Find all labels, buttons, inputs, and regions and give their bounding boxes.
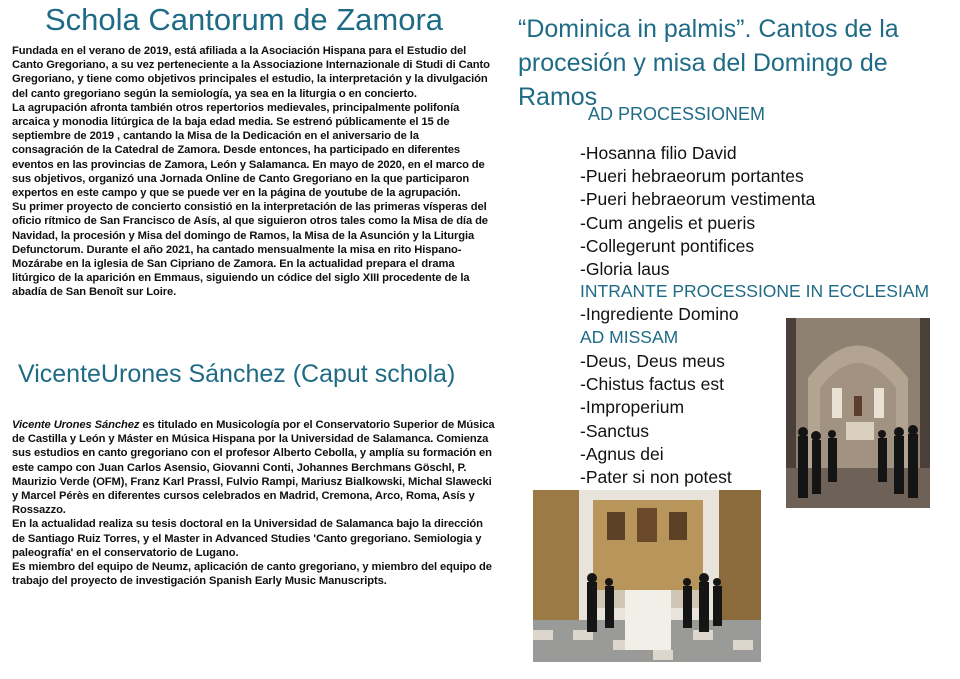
bio-paragraph-3: Es miembro del equipo de Neumz, aplicación de canto gregoriano, y miembro del equipo de trabajo del proyecto de investigación Spanish Early Music Manuscripts. [12, 561, 492, 588]
director-heading: VicenteUrones Sánchez (Caput schola) [18, 360, 456, 388]
program-item: -Sanctus [580, 420, 650, 441]
description-paragraph-3: Su primer proyecto de concierto consistió en la interpretación de las primeras vísperas del oficio rítmico de San Francisco de Asís, al que siguieron otros tales como la Misa de día de Navidad, la procesión y Misa del domingo de Ramos, la Misa de la Asunción y la Liturgia Defunctorum. Durante el año 2021, ha cantado mensualmente la misa en rito Hispano-Mozárabe en la iglesia de San Cipriano de Zamora. En la actualidad prepara el drama litúrgico de la aparición en Emmaus, siguiendo un códice del siglo XIII procedente de la abadía de San Benoît sur Loire. [12, 201, 488, 299]
section-intrante: INTRANTE PROCESSIONE IN ECCLESIAM [580, 281, 930, 301]
program-item: -Chistus factus est [580, 374, 724, 395]
choir-altar-photo [533, 490, 761, 662]
group-description [12, 44, 492, 300]
program-item: -Ingrediente Domino [580, 304, 739, 324]
program-item: -Collegerunt pontifices [580, 235, 755, 256]
bio-paragraph-1-text: es titulado en Musicología por el Conservatorio Superior de Música de Castilla y León y Máster en Música Hispana por la Universidad de Salamanca. Comienza sus estudios en canto gregoriano con el profesor Alberto Cebolla, y amplía su formación en este campo con Juan Carlos Asensio, Giovanni Conti, Johannes Berchmans Göschl, P. Maurizio Verde (OFM), Franz Karl Prassl, Fulvio Rampi, Mariusz Bialkowski, Michal Slawecki y Marcel Pérès en diferentes cursos celebrados en Madrid, Cremona, Arco, Roma, Asís y Rossazzo. [12, 419, 495, 517]
program-item: -Cum angelis et pueris [580, 212, 756, 233]
program-item: -Gloria laus [580, 258, 670, 279]
choir-altar-illustration [533, 490, 761, 662]
bio-person-name: Vicente Urones Sánchez [12, 419, 140, 431]
program-item: -Improperium [580, 397, 685, 418]
bio-paragraph-1 [12, 418, 496, 517]
description-paragraph-2: La agrupación afronta también otros repertorios medievales, principalmente polifonía arcaica y monodia litúrgica de la baja edad media. Se estrenó públicamente el 15 de septiembre de 2019 , cantando la Misa de la Dedicación en el aniversario de la consagración de la Catedral de Zamora. Desde entonces, ha participado en diferentes eventos en las provincias de Zamora, León y Salamanca. En mayo de 2020, en el marco de sus objetivos, organizó una Jornada Online de Canto Gregoriano en la que participaron expertos en este campo y que se puede ver en la página de youtube de la agrupación. [12, 101, 485, 200]
bio-paragraph-2: En la actualidad realiza su tesis doctoral en la Universidad de Salamanca bajo la dirección de Santiago Ruiz Torres, y el Master in Advanced Studies 'Canto gregoriano. Semiologia y paleografía' en el conservatorio de Lugano. [12, 518, 483, 559]
program-title: “Dominica in palmis”. Cantos de la procesión y misa del Domingo de Ramos [518, 15, 899, 111]
section-ad-missam: AD MISSAM [580, 327, 679, 347]
program-item: -Deus, Deus meus [580, 351, 725, 371]
choir-apse-photo [786, 318, 930, 508]
program-item: -Hosanna filio David [580, 143, 737, 163]
director-bio [12, 418, 496, 588]
program-item: -Pater si non potest [580, 466, 732, 487]
procession-list [580, 142, 815, 281]
program-item: -Pueri hebraeorum vestimenta [580, 189, 816, 210]
program-item: -Pueri hebraeorum portantes [580, 166, 804, 187]
section-ad-processionem: AD PROCESSIONEM [588, 104, 766, 124]
missam-list [580, 350, 732, 489]
choir-apse-illustration [786, 318, 930, 508]
page-title: Schola Cantorum de Zamora [45, 2, 444, 37]
program-item: -Agnus dei [580, 443, 664, 464]
description-paragraph-1: Fundada en el verano de 2019, está afiliada a la Asociación Hispana para el Estudio del Canto Gregoriano, a su vez perteneciente a la Associazione Internazionale di Studi di Canto Gregoriano, y tiene como objetivos principales el estudio, la interpretación y la divulgación del canto gregoriano según la semiología, ya sea en la liturgia o en concierto. [12, 45, 490, 100]
